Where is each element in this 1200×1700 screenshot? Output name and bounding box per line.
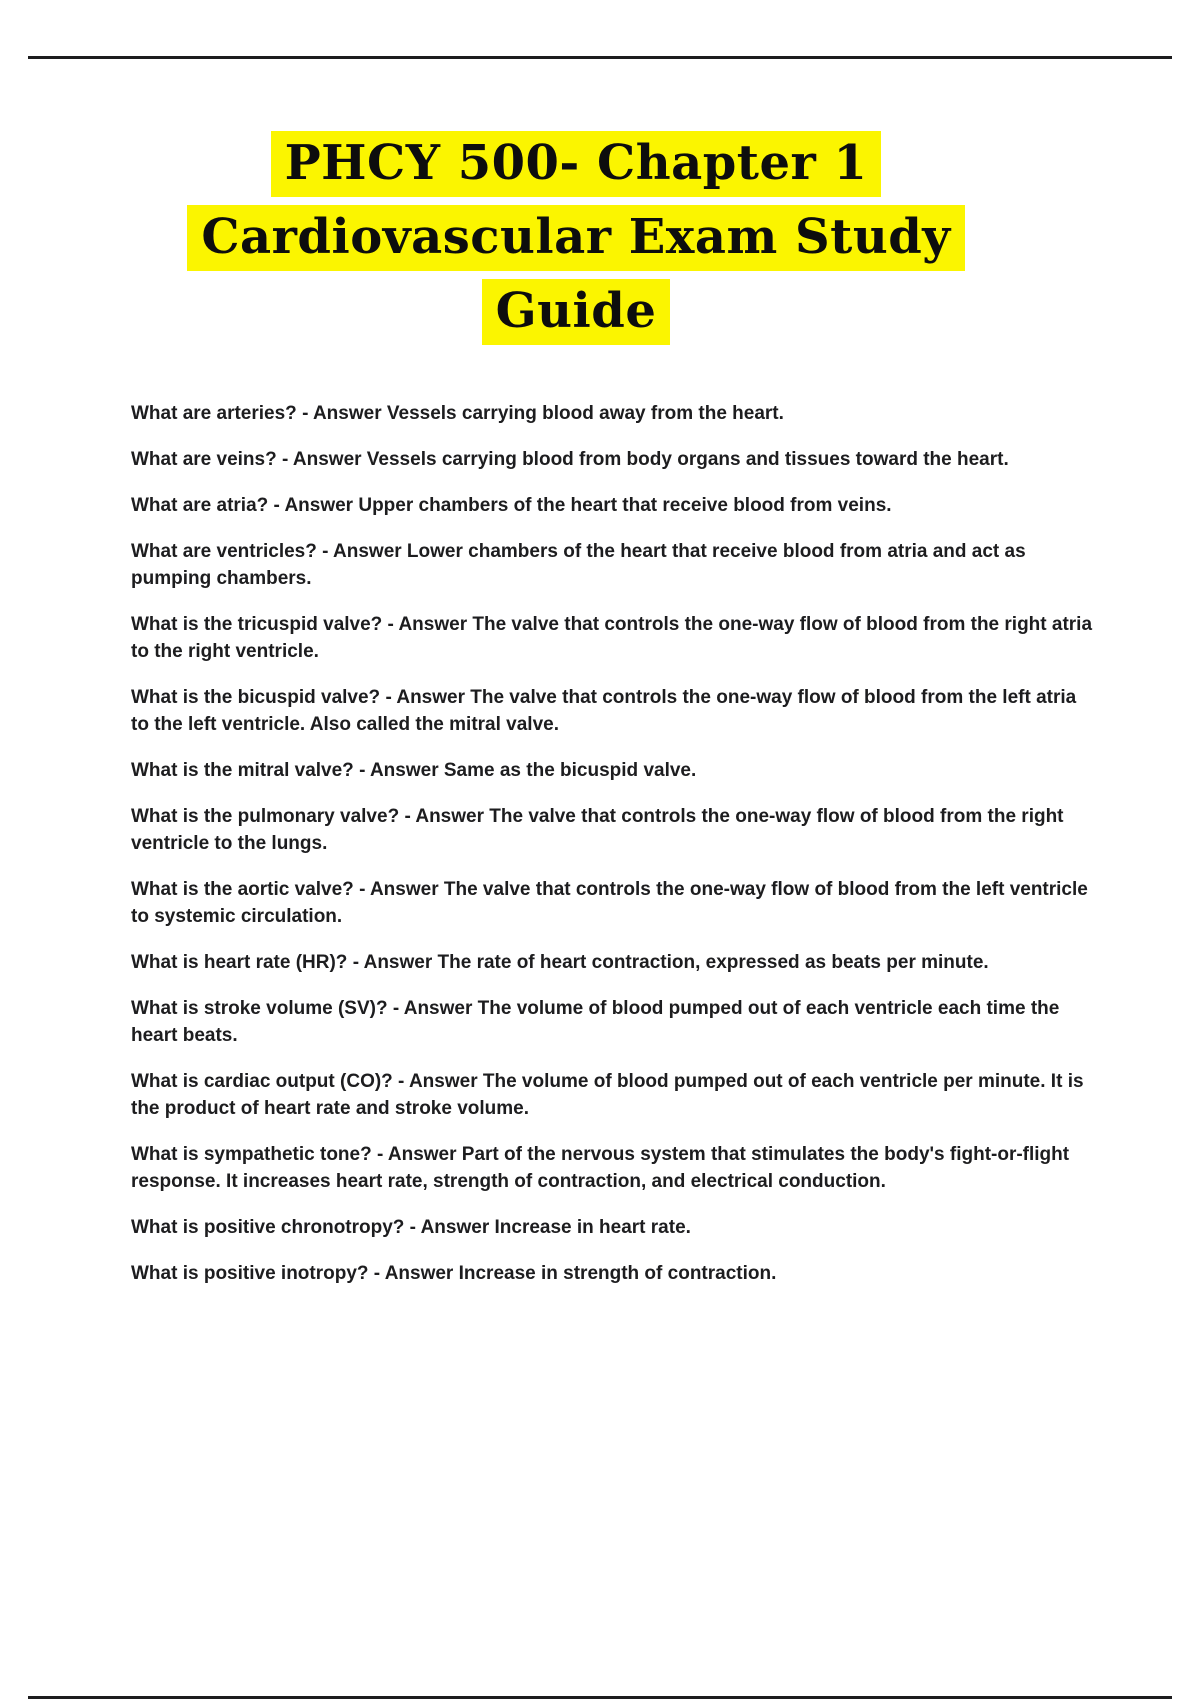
qa-paragraph: What is stroke volume (SV)? - Answer The volume of blood pumped out of each ventricle each time the heart beats. bbox=[131, 998, 1060, 1046]
qa-paragraph: What are atria? - Answer Upper chambers of the heart that receive blood from veins. bbox=[131, 495, 892, 516]
qa-paragraph: What is the mitral valve? - Answer Same as the bicuspid valve. bbox=[131, 760, 697, 781]
qa-paragraph: What is heart rate (HR)? - Answer The rate of heart contraction, expressed as beats per minute. bbox=[131, 952, 989, 973]
title-line-3: Guide bbox=[482, 279, 671, 345]
qa-paragraph: What is the bicuspid valve? - Answer The valve that controls the one-way flow of blood from the left atria to the left ventricle. Also called the mitral valve. bbox=[131, 687, 1077, 735]
bottom-rule bbox=[28, 1696, 1172, 1699]
qa-paragraph: What is positive chronotropy? - Answer Increase in heart rate. bbox=[131, 1217, 691, 1238]
title-line-wrap bbox=[0, 274, 1152, 348]
qa-paragraph: What are ventricles? - Answer Lower chambers of the heart that receive blood from atria and act as pumping chambers. bbox=[131, 541, 1026, 589]
qa-list bbox=[131, 400, 1093, 1306]
qa-paragraph: What are arteries? - Answer Vessels carrying blood away from the heart. bbox=[131, 403, 784, 424]
qa-paragraph: What is positive inotropy? - Answer Increase in strength of contraction. bbox=[131, 1263, 777, 1284]
qa-paragraph: What are veins? - Answer Vessels carrying blood from body organs and tissues toward the heart. bbox=[131, 449, 1009, 470]
document-title bbox=[0, 126, 1152, 348]
title-line-2: Cardiovascular Exam Study bbox=[187, 205, 964, 271]
title-line-1: PHCY 500- Chapter 1 bbox=[271, 131, 882, 197]
qa-paragraph: What is the pulmonary valve? - Answer The valve that controls the one-way flow of blood from the right ventricle to the lungs. bbox=[131, 806, 1064, 854]
top-rule bbox=[28, 56, 1172, 59]
qa-paragraph: What is the tricuspid valve? - Answer The valve that controls the one-way flow of blood from the right atria to the right ventricle. bbox=[131, 614, 1093, 662]
qa-paragraph: What is sympathetic tone? - Answer Part of the nervous system that stimulates the body's fight-or-flight response. It increases heart rate, strength of contraction, and electrical conduction. bbox=[131, 1144, 1070, 1192]
title-line-wrap bbox=[0, 200, 1152, 274]
qa-paragraph: What is the aortic valve? - Answer The valve that controls the one-way flow of blood from the left ventricle to systemic circulation. bbox=[131, 879, 1088, 927]
qa-paragraph: What is cardiac output (CO)? - Answer The volume of blood pumped out of each ventricle per minute. It is the product of heart rate and stroke volume. bbox=[131, 1071, 1084, 1119]
title-line-wrap bbox=[0, 126, 1152, 200]
